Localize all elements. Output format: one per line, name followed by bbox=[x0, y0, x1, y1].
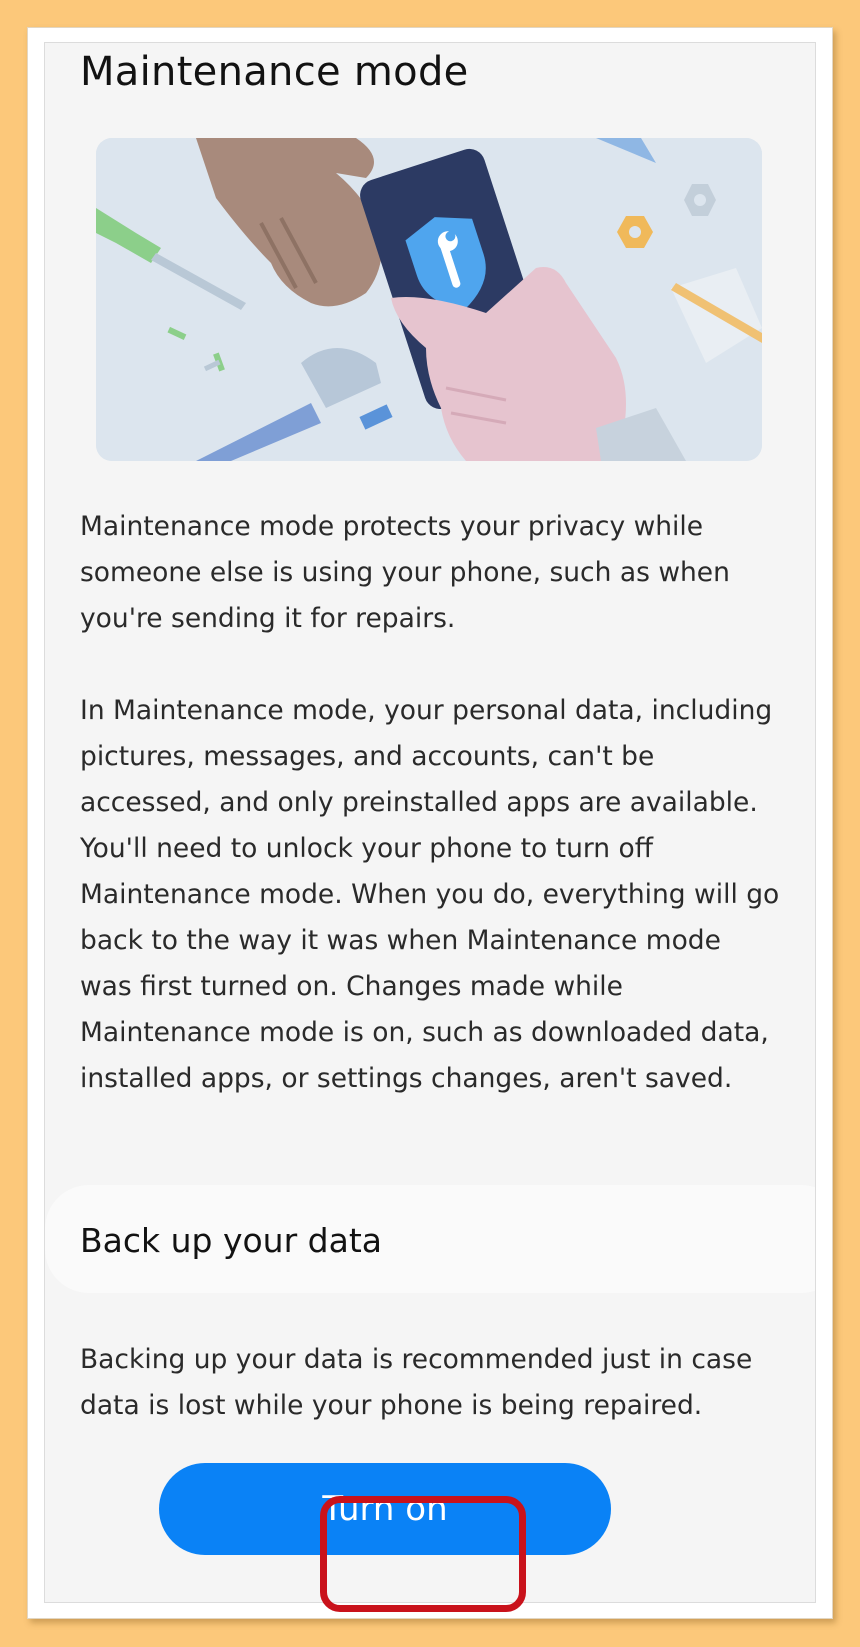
maintenance-illustration bbox=[96, 138, 762, 461]
turn-on-button[interactable] bbox=[159, 1463, 611, 1555]
intro-paragraph-1: Maintenance mode protects your privacy while someone else is using your phone, such as when you're sending it for repairs. bbox=[80, 511, 730, 634]
maintenance-mode-screen bbox=[44, 42, 816, 1603]
page-title: Maintenance mode bbox=[80, 49, 469, 95]
backup-section-title: Back up your data bbox=[80, 1221, 382, 1260]
backup-description: Backing up your data is recommended just in case data is lost while your phone is being repaired. bbox=[80, 1344, 753, 1421]
turn-on-button-label: Turn on bbox=[322, 1489, 448, 1529]
hands-phone-tools-icon bbox=[96, 138, 762, 461]
intro-paragraph-2: In Maintenance mode, your personal data, including pictures, messages, and accounts, can't be accessed, and only preinstalled apps are available. You'll need to unlock your phone to turn off Maintenance mode. When you do, everything will go back to the way it was when Maintenance mode was first turned on. Changes made while Maintenance mode is on, such as downloaded data, installed apps, or settings changes, aren't saved. bbox=[80, 695, 780, 1094]
